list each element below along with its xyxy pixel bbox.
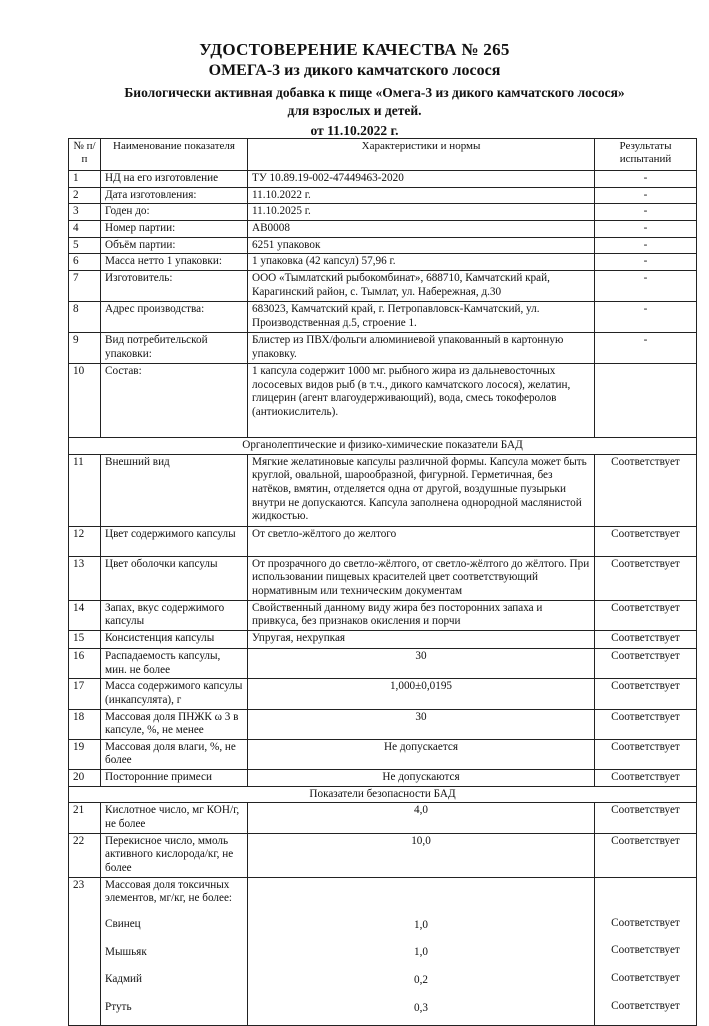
element-norm-cadmium: 0,2	[414, 974, 428, 987]
row-name: Вид потребительской упаковки:	[101, 332, 248, 363]
table-row-toxic-elements	[69, 877, 697, 1025]
row-num: 22	[69, 833, 101, 877]
row-result: -	[595, 187, 697, 204]
row-norm: 683023, Камчатский край, г. Петропавловск-Камчатский, ул. Производственная д.5, строение 1.	[248, 301, 595, 332]
row-name: Объём партии:	[101, 237, 248, 254]
table-row	[69, 454, 697, 526]
row-result: Соответствует	[595, 833, 697, 877]
element-result-arsenic: Соответствует	[611, 944, 680, 957]
quality-table	[68, 138, 697, 1026]
row-num: 12	[69, 526, 101, 556]
table-row	[69, 556, 697, 600]
section-safety-title: Показатели безопасности БАД	[69, 786, 697, 803]
row-name: Массовая доля токсичных элементов, мг/кг, не более:	[105, 878, 233, 905]
row-name-toxic	[101, 877, 248, 1025]
row-norm: 11.10.2022 г.	[248, 187, 595, 204]
row-norm: Свойственный данному виду жира без посторонних запаха и привкуса, без признаков окисления и порчи	[248, 600, 595, 630]
table-row	[69, 363, 697, 437]
table-row	[69, 739, 697, 769]
element-name-mercury: Ртуть	[105, 1001, 132, 1014]
row-num: 7	[69, 270, 101, 301]
row-norm: ТУ 10.89.19-002-47449463-2020	[248, 171, 595, 188]
table-row	[69, 237, 697, 254]
col-norm-header: Характеристики и нормы	[248, 139, 595, 171]
row-num: 17	[69, 679, 101, 709]
document-title: УДОСТОВЕРЕНИЕ КАЧЕСТВА № 265	[199, 40, 510, 59]
col-result-header: Результаты испытаний	[595, 139, 697, 171]
row-name: Цвет оболочки капсулы	[101, 556, 248, 600]
table-row	[69, 171, 697, 188]
row-result: -	[595, 270, 697, 301]
row-name: Перекисное число, ммоль активного кислорода/кг, не более	[101, 833, 248, 877]
row-result: Соответствует	[595, 454, 697, 526]
document-date: от 11.10.2022 г.	[310, 123, 399, 138]
row-num: 20	[69, 770, 101, 787]
row-result: Соответствует	[595, 709, 697, 739]
row-name: Масса содержимого капсулы (инкапсулята), г	[101, 679, 248, 709]
row-name: Массовая доля влаги, %, не более	[101, 739, 248, 769]
element-name-cadmium: Кадмий	[105, 973, 143, 986]
row-name: Годен до:	[101, 204, 248, 221]
row-num: 21	[69, 803, 101, 833]
row-result: Соответствует	[595, 556, 697, 600]
row-name: Массовая доля ПНЖК ω 3 в капсуле, %, не менее	[101, 709, 248, 739]
row-num: 4	[69, 220, 101, 237]
table-row	[69, 833, 697, 877]
row-name: Запах, вкус содержимого капсулы	[101, 600, 248, 630]
row-num: 3	[69, 204, 101, 221]
row-norm: 1,000±0,0195	[248, 679, 595, 709]
row-name: Дата изготовления:	[101, 187, 248, 204]
section-organoleptic-title: Органолептические и физико-химические показатели БАД	[69, 437, 697, 454]
row-num: 8	[69, 301, 101, 332]
row-norm: 1 капсула содержит 1000 мг. рыбного жира из дальневосточных лососевых видов рыб (в т.ч., дикого камчатского лосося), желатин, глицерин (агент влагоудерживающий), вода, смесь токоферолов (антиокислитель).	[248, 363, 595, 437]
row-norm: Мягкие желатиновые капсулы различной формы. Капсула может быть круглой, овальной, шарообразной, фигурной. Герметичная, без натёков, вмятин, отделяется одна от другой, воздушные пузырьки внутри не допускаются. Капсула заполнена однородной маслянистой жидкостью.	[248, 454, 595, 526]
row-result: -	[595, 204, 697, 221]
element-name-lead: Свинец	[105, 918, 141, 931]
row-name: Кислотное число, мг КОН/г, не более	[101, 803, 248, 833]
table-row	[69, 301, 697, 332]
row-result	[595, 363, 697, 437]
row-num: 15	[69, 630, 101, 648]
row-name: Распадаемость капсулы, мин. не более	[101, 648, 248, 678]
col-name-header: Наименование показателя	[101, 139, 248, 171]
row-norm: Упругая, нехрупкая	[248, 630, 595, 648]
element-result-cadmium: Соответствует	[611, 972, 680, 985]
table-row	[69, 204, 697, 221]
table-row	[69, 332, 697, 363]
row-result: Соответствует	[595, 679, 697, 709]
subtitle-line-1: Биологически активная добавка к пище «Омега-3 из дикого камчатского лосося»	[124, 85, 625, 100]
row-norm: От светло-жёлтого до желтого	[248, 526, 595, 556]
table-row	[69, 648, 697, 678]
row-norm: 1 упаковка (42 капсул) 57,96 г.	[248, 254, 595, 271]
row-norm: 6251 упаковок	[248, 237, 595, 254]
table-row	[69, 526, 697, 556]
table-row	[69, 709, 697, 739]
document-header	[0, 40, 709, 139]
row-result: Соответствует	[595, 648, 697, 678]
row-result: Соответствует	[595, 526, 697, 556]
element-name-arsenic: Мышьяк	[105, 945, 147, 958]
row-num: 23	[69, 877, 101, 1025]
row-result: Соответствует	[595, 803, 697, 833]
row-norm: Не допускается	[248, 739, 595, 769]
col-num-header: № п/п	[69, 139, 101, 171]
row-name: НД на его изготовление	[101, 171, 248, 188]
table-row	[69, 187, 697, 204]
row-num: 1	[69, 171, 101, 188]
row-result: -	[595, 301, 697, 332]
row-num: 10	[69, 363, 101, 437]
row-norm-toxic	[248, 877, 595, 1025]
section-row	[69, 437, 697, 454]
table-header-row	[69, 139, 697, 171]
row-num: 13	[69, 556, 101, 600]
row-num: 14	[69, 600, 101, 630]
row-result: Соответствует	[595, 600, 697, 630]
row-norm: 11.10.2025 г.	[248, 204, 595, 221]
element-result-mercury: Соответствует	[611, 999, 680, 1012]
row-norm: 4,0	[248, 803, 595, 833]
element-norm-arsenic: 1,0	[414, 946, 428, 959]
row-name: Масса нетто 1 упаковки:	[101, 254, 248, 271]
table-row	[69, 600, 697, 630]
row-result: Соответствует	[595, 770, 697, 787]
row-result: -	[595, 171, 697, 188]
table-row	[69, 270, 697, 301]
product-name: ОМЕГА-3 из дикого камчатского лосося	[208, 62, 501, 79]
table-row	[69, 220, 697, 237]
row-norm: ООО «Тымлатский рыбокомбинат», 688710, Камчатский край, Карагинский район, с. Тымлат, ул. Набережная, д.30	[248, 270, 595, 301]
row-norm: 10,0	[248, 833, 595, 877]
row-result: Соответствует	[595, 739, 697, 769]
row-norm: Блистер из ПВХ/фольги алюминиевой упакованный в картонную упаковку.	[248, 332, 595, 363]
row-result: -	[595, 220, 697, 237]
row-result-toxic	[595, 877, 697, 1025]
row-norm: От прозрачного до светло-жёлтого, от светло-жёлтого до жёлтого. При использовании пищевых красителей цвет соответствующий нормативным или техническим документам	[248, 556, 595, 600]
row-name: Изготовитель:	[101, 270, 248, 301]
row-num: 6	[69, 254, 101, 271]
row-num: 2	[69, 187, 101, 204]
row-norm: Не допускаются	[248, 770, 595, 787]
row-name: Состав:	[101, 363, 248, 437]
element-norm-lead: 1,0	[414, 918, 428, 931]
row-num: 5	[69, 237, 101, 254]
row-result: -	[595, 332, 697, 363]
row-name: Консистенция капсулы	[101, 630, 248, 648]
row-name: Адрес производства:	[101, 301, 248, 332]
table-row	[69, 630, 697, 648]
table-row	[69, 679, 697, 709]
row-num: 9	[69, 332, 101, 363]
element-norm-mercury: 0,3	[414, 1001, 428, 1014]
subtitle-line-2: для взрослых и детей.	[287, 103, 422, 118]
row-num: 19	[69, 739, 101, 769]
row-num: 16	[69, 648, 101, 678]
row-norm: 30	[248, 709, 595, 739]
element-result-lead: Соответствует	[611, 916, 680, 929]
section-row	[69, 786, 697, 803]
row-name: Номер партии:	[101, 220, 248, 237]
row-name: Посторонние примеси	[101, 770, 248, 787]
table-row	[69, 770, 697, 787]
row-norm: 30	[248, 648, 595, 678]
row-num: 18	[69, 709, 101, 739]
row-result: -	[595, 254, 697, 271]
row-name: Внешний вид	[101, 454, 248, 526]
table-row	[69, 803, 697, 833]
row-name: Цвет содержимого капсулы	[101, 526, 248, 556]
row-result: Соответствует	[595, 630, 697, 648]
table-row	[69, 254, 697, 271]
row-norm: АВ0008	[248, 220, 595, 237]
row-result: -	[595, 237, 697, 254]
row-num: 11	[69, 454, 101, 526]
